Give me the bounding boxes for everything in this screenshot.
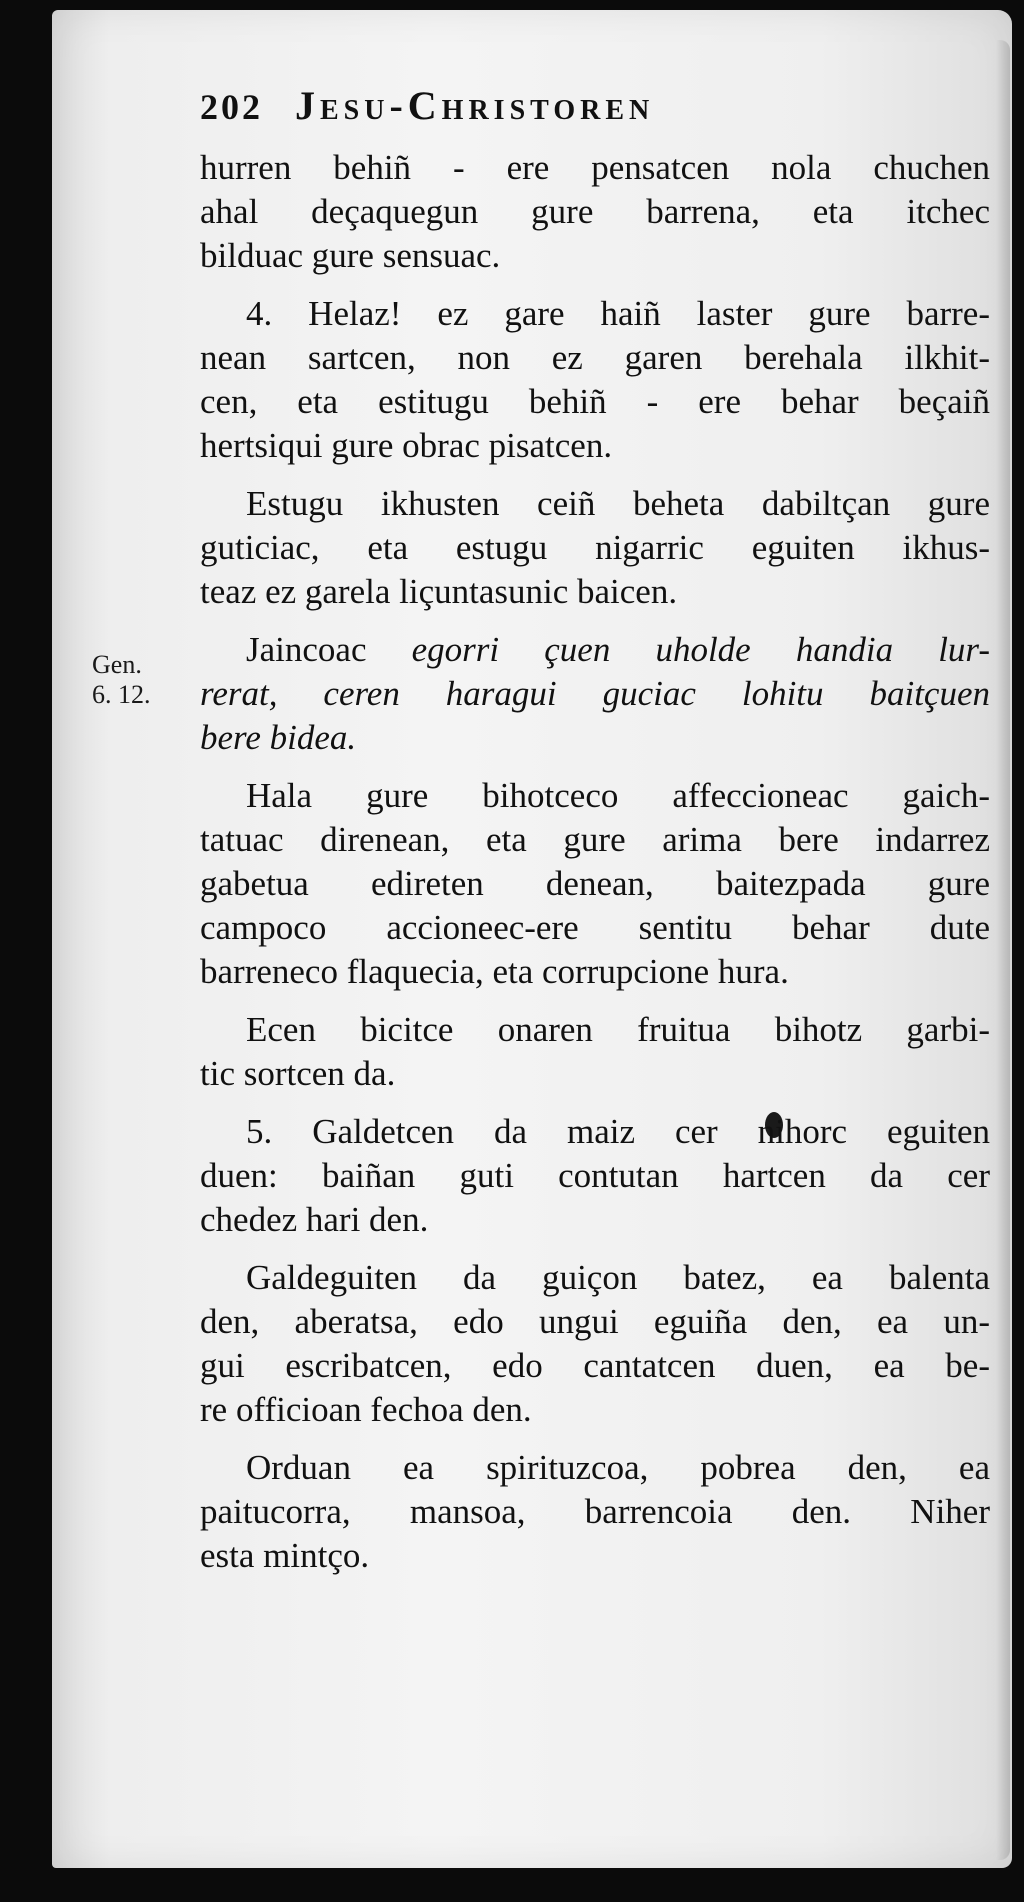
text-line: gabetua edireten denean, baitezpada gure (200, 864, 990, 903)
text-line: re officioan fechoa den. (200, 1390, 532, 1429)
paragraph (200, 146, 990, 278)
margin-reference-chapter: 6. 12. (92, 680, 151, 709)
paragraph (200, 482, 990, 614)
text-line: Ecen bicitce onaren fruitua bihotz garbi- (246, 1010, 990, 1049)
scripture-quote (200, 628, 990, 760)
text-line: hurren behiñ - ere pensatcen nola chuchen (200, 148, 990, 187)
text-line: bere bidea. (200, 718, 357, 757)
text-line: 4. Helaz! ez gare haiñ laster gure barre- (246, 294, 990, 333)
text-line: rerat, ceren haragui guciac lohitu baitçuen (200, 674, 990, 713)
text-line: bilduac gure sensuac. (200, 236, 501, 275)
text-line: teaz ez garela liçuntasunic baicen. (200, 572, 678, 611)
text-line: Orduan ea spirituzcoa, pobrea den, ea (246, 1448, 990, 1487)
running-header (200, 82, 990, 146)
text-line: Estugu ikhusten ceiñ beheta dabiltçan gure (246, 484, 990, 523)
page-edge-shadow (996, 40, 1010, 1860)
running-title: Jesu-Christoren (295, 83, 655, 128)
paragraph (200, 1110, 990, 1242)
margin-reference-book: Gen. (92, 650, 142, 679)
text-line: gui escribatcen, edo cantatcen duen, ea be- (200, 1346, 990, 1385)
text-line: barreneco flaquecia, eta corrupcione hura. (200, 952, 789, 991)
quote-text: egorri çuen uholde handia lur- (411, 630, 991, 669)
paragraph (200, 1446, 990, 1578)
text-line: duen: baiñan guti contutan hartcen da cer (200, 1156, 990, 1195)
text-line: campoco accioneec-ere sentitu behar dute (200, 908, 990, 947)
text-line: cen, eta estitugu behiñ - ere behar beçaiñ (200, 382, 990, 421)
text-line: tic sortcen da. (200, 1054, 396, 1093)
text-line: Galdeguiten da guiçon batez, ea balenta (246, 1258, 990, 1297)
page-number: 202 (200, 87, 263, 127)
page-text (200, 82, 990, 1578)
margin-reference (92, 650, 151, 710)
text-line: paitucorra, mansoa, barrencoia den. Niher (200, 1492, 990, 1531)
quote-lead: Jaincoac (246, 630, 412, 669)
text-line (200, 628, 990, 672)
text-line: 5. Galdetcen da maiz cer nihorc eguiten (246, 1112, 990, 1151)
paragraph (200, 292, 990, 468)
paragraph (200, 1256, 990, 1432)
text-line: den, aberatsa, edo ungui eguiña den, ea un- (200, 1302, 990, 1341)
text-line: nean sartcen, non ez garen berehala ilkhit- (200, 338, 990, 377)
paragraph (200, 774, 990, 994)
text-line: guticiac, eta estugu nigarric eguiten ikhus- (200, 528, 990, 567)
text-line: esta mintço. (200, 1536, 370, 1575)
text-line: tatuac direnean, eta gure arima bere indarrez (200, 820, 990, 859)
text-line: chedez hari den. (200, 1200, 429, 1239)
text-line: ahal deçaquegun gure barrena, eta itchec (200, 192, 990, 231)
text-line: Hala gure bihotceco affeccioneac gaich- (246, 776, 990, 815)
text-line: hertsiqui gure obrac pisatcen. (200, 426, 613, 465)
paragraph (200, 1008, 990, 1096)
